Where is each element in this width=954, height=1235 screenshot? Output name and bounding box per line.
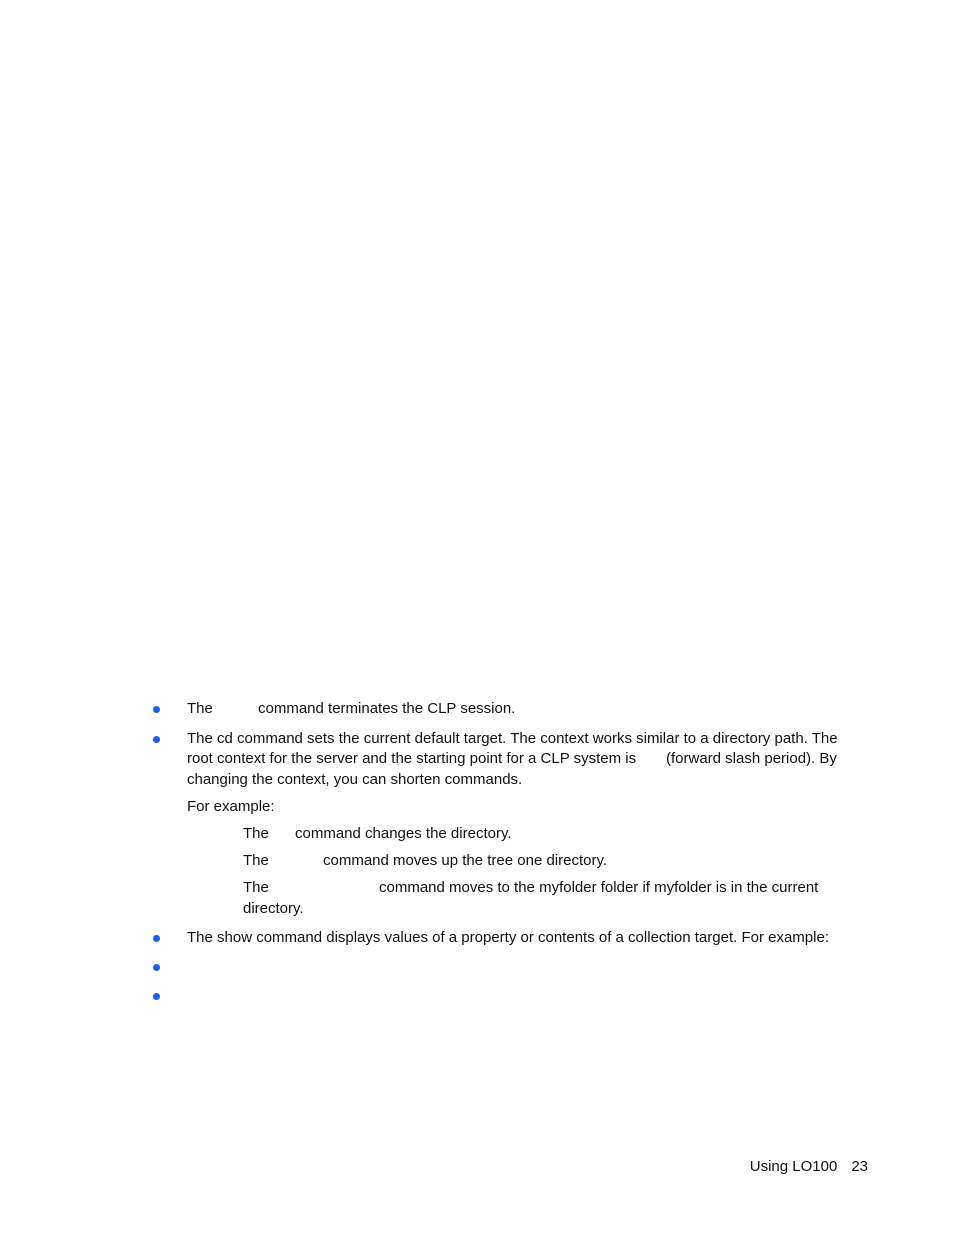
- show-text: The show command displays values of a property or contents of a collection target. For example:: [187, 929, 829, 946]
- cd-sub-3-after: command moves to the myfolder folder if myfolder is in the current: [379, 879, 819, 896]
- page-number: 23: [851, 1158, 868, 1175]
- bullet-dot: [153, 935, 160, 942]
- cd-line-2-after: (forward slash period). By: [666, 750, 837, 767]
- bullet-dot: [153, 736, 160, 743]
- exit-text-after: command terminates the CLP session.: [258, 700, 516, 717]
- cd-sub-1-before: The: [243, 825, 269, 842]
- cd-sub-2-after: command moves up the tree one directory.: [323, 852, 608, 869]
- cd-sub-1-after: command changes the directory.: [295, 825, 512, 842]
- bullet-dot-empty: [153, 993, 160, 1000]
- cd-line-1: The cd command sets the current default target. The context works similar to a directory path. The: [187, 730, 838, 747]
- cd-line-2-before: root context for the server and the starting point for a CLP system is: [187, 750, 637, 767]
- bullet-dot: [153, 706, 160, 713]
- footer-section-title: Using LO100: [749, 1158, 838, 1175]
- bullet-dot-empty: [153, 964, 160, 971]
- for-example-label: For example:: [187, 798, 275, 815]
- cd-line-3: changing the context, you can shorten commands.: [187, 771, 523, 788]
- cd-sub-2-before: The: [243, 852, 269, 869]
- cd-sub-3-continuation: directory.: [243, 900, 304, 917]
- page-footer: [750, 1158, 868, 1175]
- cd-sub-3-before: The: [243, 879, 269, 896]
- exit-text-before: The: [187, 700, 213, 717]
